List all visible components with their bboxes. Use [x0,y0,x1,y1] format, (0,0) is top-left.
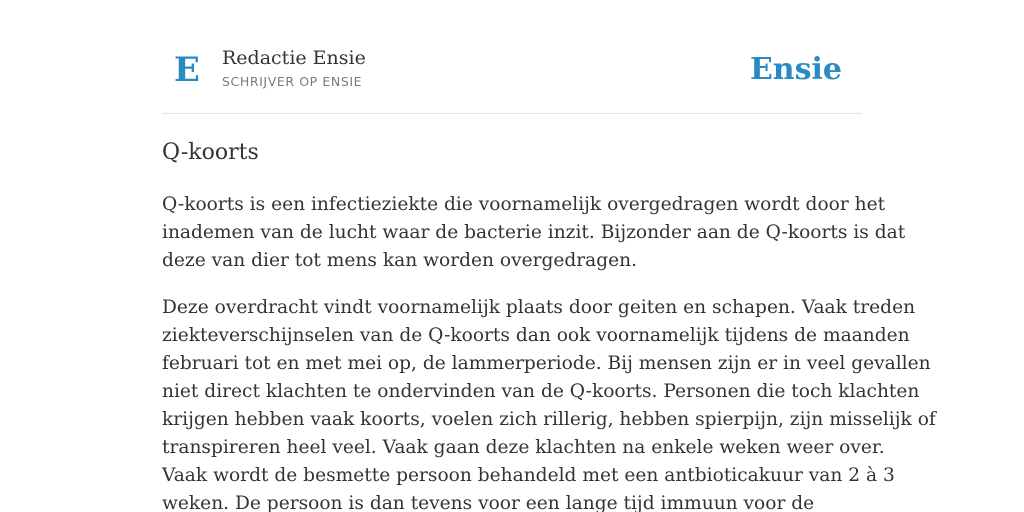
article-paragraph-1 [162,191,906,275]
paragraph-line: krijgen hebben vaak koorts, voelen zich rillerig, hebben spierpijn, zijn misselijk of [162,409,936,430]
article-title: Q-koorts [162,140,259,165]
paragraph-line: Q-koorts is een infectieziekte die voornamelijk overgedragen wordt door het [162,194,886,215]
author-name-link[interactable]: Redactie Ensie [222,47,366,69]
author-avatar[interactable]: E [174,50,200,90]
ensie-logo[interactable]: Ensie [749,52,842,87]
paragraph-line: ziekteverschijnselen van de Q-koorts dan ook voornamelijk tijdens de maanden [162,325,910,346]
article-body [162,138,936,512]
paragraph-line: transpireren heel veel. Vaak gaan deze klachten na enkele weken weer over. [162,437,885,458]
paragraph-line: niet direct klachten te ondervinden van de Q-koorts. Personen die toch klachten [162,381,920,402]
article-paragraph-2 [162,294,936,512]
paragraph-line: deze van dier tot mens kan worden overgedragen. [162,250,638,271]
paragraph-line: weken. De persoon is dan tevens voor een lange tijd immuun voor de [162,493,815,512]
article-header [162,0,862,114]
paragraph-line: inademen van de lucht waar de bacterie inzit. Bijzonder aan de Q-koorts is dat [162,222,906,243]
paragraph-line: februari tot en met mei op, de lammerperiode. Bij mensen zijn er in veel gevallen [162,353,931,374]
author-role: SCHRIJVER OP ENSIE [222,74,363,89]
paragraph-line: Deze overdracht vindt voornamelijk plaats door geiten en schapen. Vaak treden [162,297,916,318]
paragraph-line: Vaak wordt de besmette persoon behandeld met een antbioticakuur van 2 à 3 [162,465,895,486]
